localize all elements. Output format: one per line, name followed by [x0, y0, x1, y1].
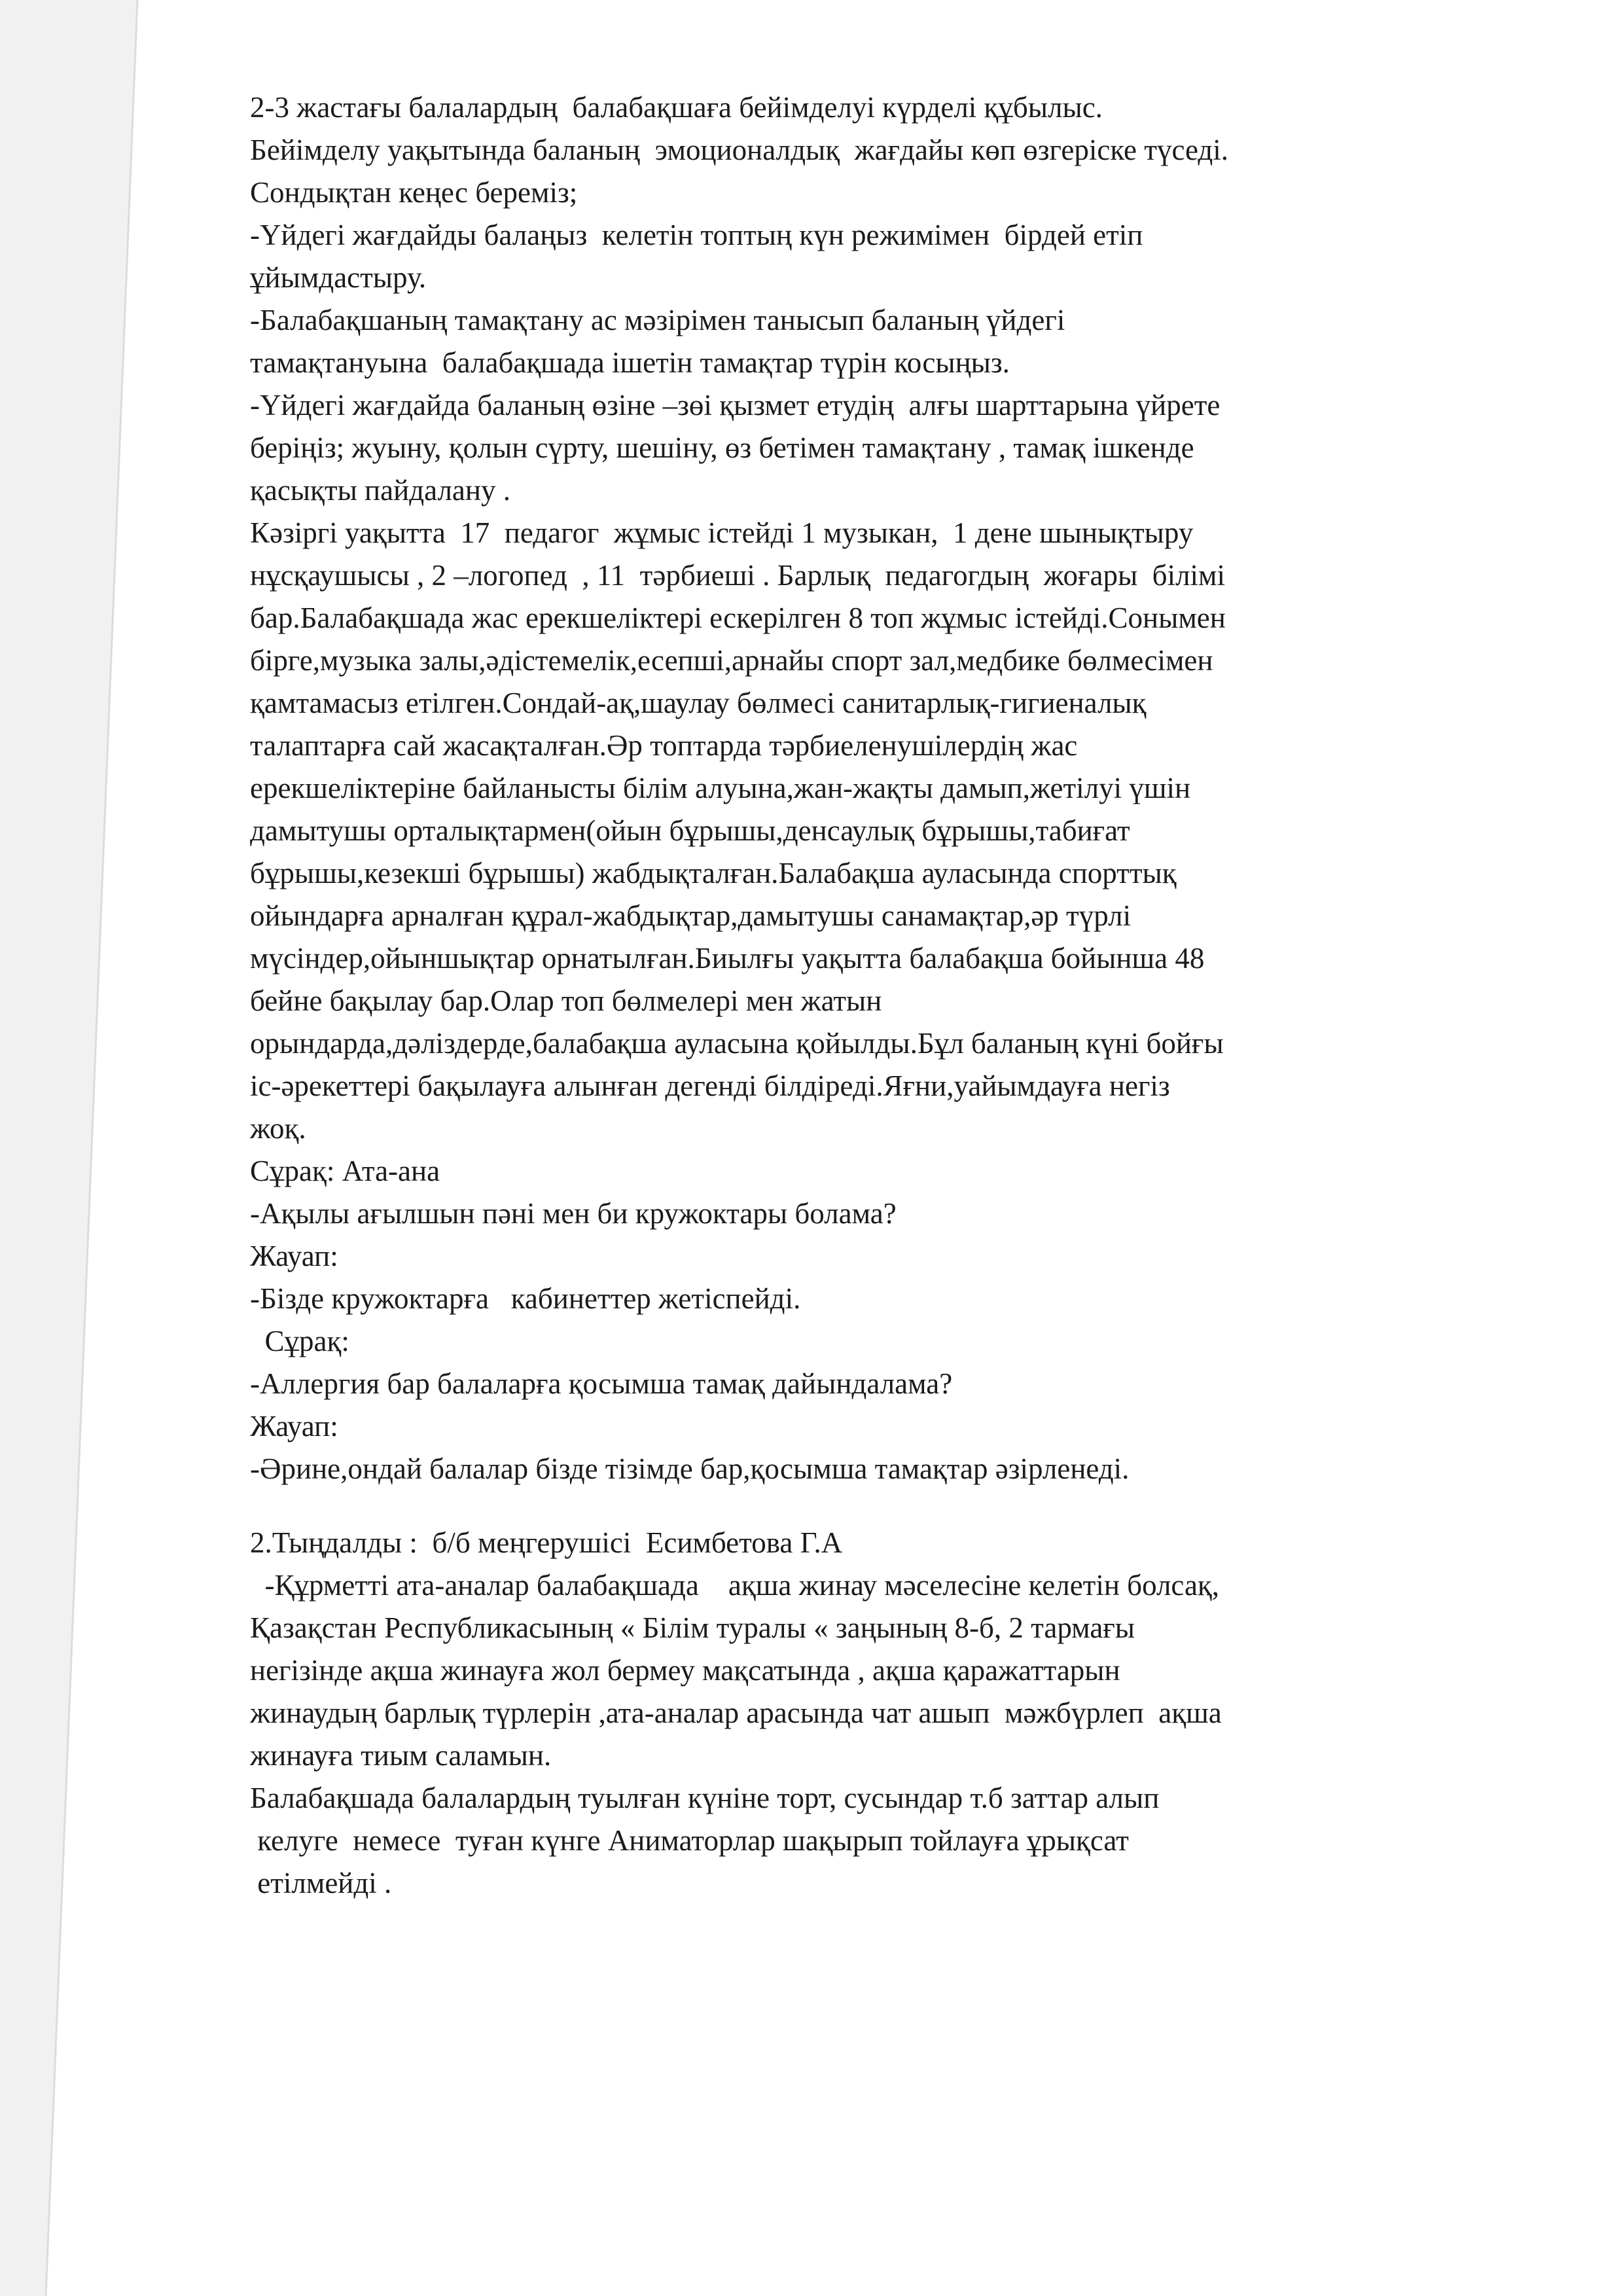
text-line: -Әрине,ондай балалар бізде тізімде бар,қосымша тамақтар әзірленеді.: [250, 1452, 1130, 1485]
text-line: жинаудың барлық түрлерін ,ата-аналар арасында чат ашып мәжбүрлеп ақша: [250, 1696, 1222, 1729]
text-line: тамақтануына балабақшада ішетін тамақтар түрін косыңыз.: [250, 346, 1010, 379]
text-line: Жауап:: [250, 1410, 338, 1443]
paragraph-staff-facilities: [250, 512, 1513, 1150]
paragraph-adaptation-intro: [250, 86, 1513, 214]
text-line: беріңіз; жуыну, қолын сүрту, шешіну, өз бетімен тамақтану , тамақ ішкенде: [250, 431, 1194, 464]
text-line: талаптарға сай жасақталған.Әр топтарда тәрбиеленушілердің жас: [250, 729, 1078, 762]
text-line: жинауға тиым саламын.: [250, 1739, 552, 1772]
document-page: [250, 86, 1513, 2050]
paragraph-second-speaker: [250, 1522, 1513, 1777]
text-line: Жауап:: [250, 1240, 338, 1272]
paragraph-birthday-rules: [250, 1777, 1513, 1905]
text-line: ұйымдастыру.: [250, 261, 427, 294]
text-line: Кәзіргі уақытта 17 педагог жұмыс істейді 1 музыкан, 1 дене шынықтыру: [250, 516, 1194, 549]
text-line: -Бізде кружоктарға кабинеттер жетіспейді.: [250, 1282, 801, 1315]
text-line: орындарда,дәліздерде,балабақша ауласына қойылды.Бұл баланың күні бойғы: [250, 1027, 1224, 1060]
text-line: -Аллергия бар балаларға қосымша тамақ дайындалама?: [250, 1367, 953, 1400]
text-line: бар.Балабақшада жас ерекшеліктері ескерілген 8 топ жұмыс істейді.Сонымен: [250, 601, 1226, 634]
text-line: -Құрметті ата-аналар балабақшада ақша жинау мәселесіне келетін болсақ,: [250, 1569, 1220, 1602]
text-line: келуге немесе туған күнге Аниматорлар шақырып тойлауға ұрықсат: [250, 1824, 1129, 1857]
text-line: ерекшеліктеріне байланысты білім алуына,жан-жақты дамып,жетілуі үшін: [250, 772, 1191, 804]
text-line: -Үйдегі жағдайда баланың өзіне –зөі қызмет етудің алғы шарттарына үйрете: [250, 389, 1221, 422]
text-line: 2.Тыңдалды : б/б меңгерушісі Есимбетова Г.А: [250, 1526, 843, 1559]
text-line: ойындарға арналған құрал-жабдықтар,дамытушы санамақтар,әр түрлі: [250, 899, 1132, 932]
text-line: негізінде ақша жинауға жол бермеу мақсатында , ақша қаражаттарын: [250, 1654, 1120, 1687]
text-line: Сұрақ: Ата-ана: [250, 1155, 440, 1187]
paragraph-questions-answers: [250, 1150, 1513, 1490]
paragraph-advice-menu: [250, 299, 1513, 384]
text-line: қасықты пайдалану .: [250, 474, 510, 507]
paragraph-spacer: [250, 1490, 1513, 1522]
text-line: бейне бақылау бар.Олар топ бөлмелері мен жатын: [250, 984, 882, 1017]
text-line: нұсқаушысы , 2 –логопед , 11 тәрбиеші . Барлық педагогдың жоғары білімі: [250, 559, 1226, 592]
text-line: бұрышы,кезекші бұрышы) жабдықталған.Балабақша ауласында спорттық: [250, 857, 1177, 889]
text-line: дамытушы орталықтармен(ойын бұрышы,денсаулық бұрышы,табиғат: [250, 814, 1130, 847]
text-line: мүсіндер,ойыншықтар орнатылған.Биылғы уақытта балабақша бойынша 48: [250, 942, 1205, 975]
text-line: жоқ.: [250, 1112, 306, 1145]
text-line: іс-әрекеттері бақылауға алынған дегенді білдіреді.Яғни,уайымдауға негіз: [250, 1069, 1170, 1102]
text-line: Қазақстан Республикасының « Білім туралы « заңының 8-б, 2 тармағы: [250, 1611, 1135, 1644]
text-line: 2-3 жастағы балалардың балабақшаға бейімделуі күрделі құбылыс.: [250, 91, 1103, 124]
text-line: Балабақшада балалардың туылған күніне торт, сусындар т.б заттар алып: [250, 1782, 1160, 1814]
text-line: Бейімделу уақытында баланың эмоционалдық жағдайы көп өзгеріске түседі.: [250, 134, 1228, 166]
text-line: Сондықтан кеңес береміз;: [250, 176, 578, 209]
text-line: Сұрақ:: [250, 1325, 349, 1357]
text-line: етілмейді .: [250, 1867, 392, 1899]
paragraph-advice-self-care: [250, 384, 1513, 512]
text-line: -Балабақшаның тамақтану ас мәзірімен танысып баланың үйдегі: [250, 304, 1065, 336]
text-line: -Ақылы ағылшын пәні мен би кружоктары болама?: [250, 1197, 897, 1230]
text-line: -Үйдегі жағдайды балаңыз келетін топтың күн режимімен бірдей етіп: [250, 219, 1143, 251]
text-line: қамтамасыз етілген.Сондай-ақ,шаулау бөлмесі санитарлық-гигиеналық: [250, 687, 1147, 719]
paragraph-advice-regime: [250, 214, 1513, 299]
text-line: бірге,музыка залы,әдістемелік,есепші,арнайы спорт зал,медбике бөлмесімен: [250, 644, 1213, 677]
